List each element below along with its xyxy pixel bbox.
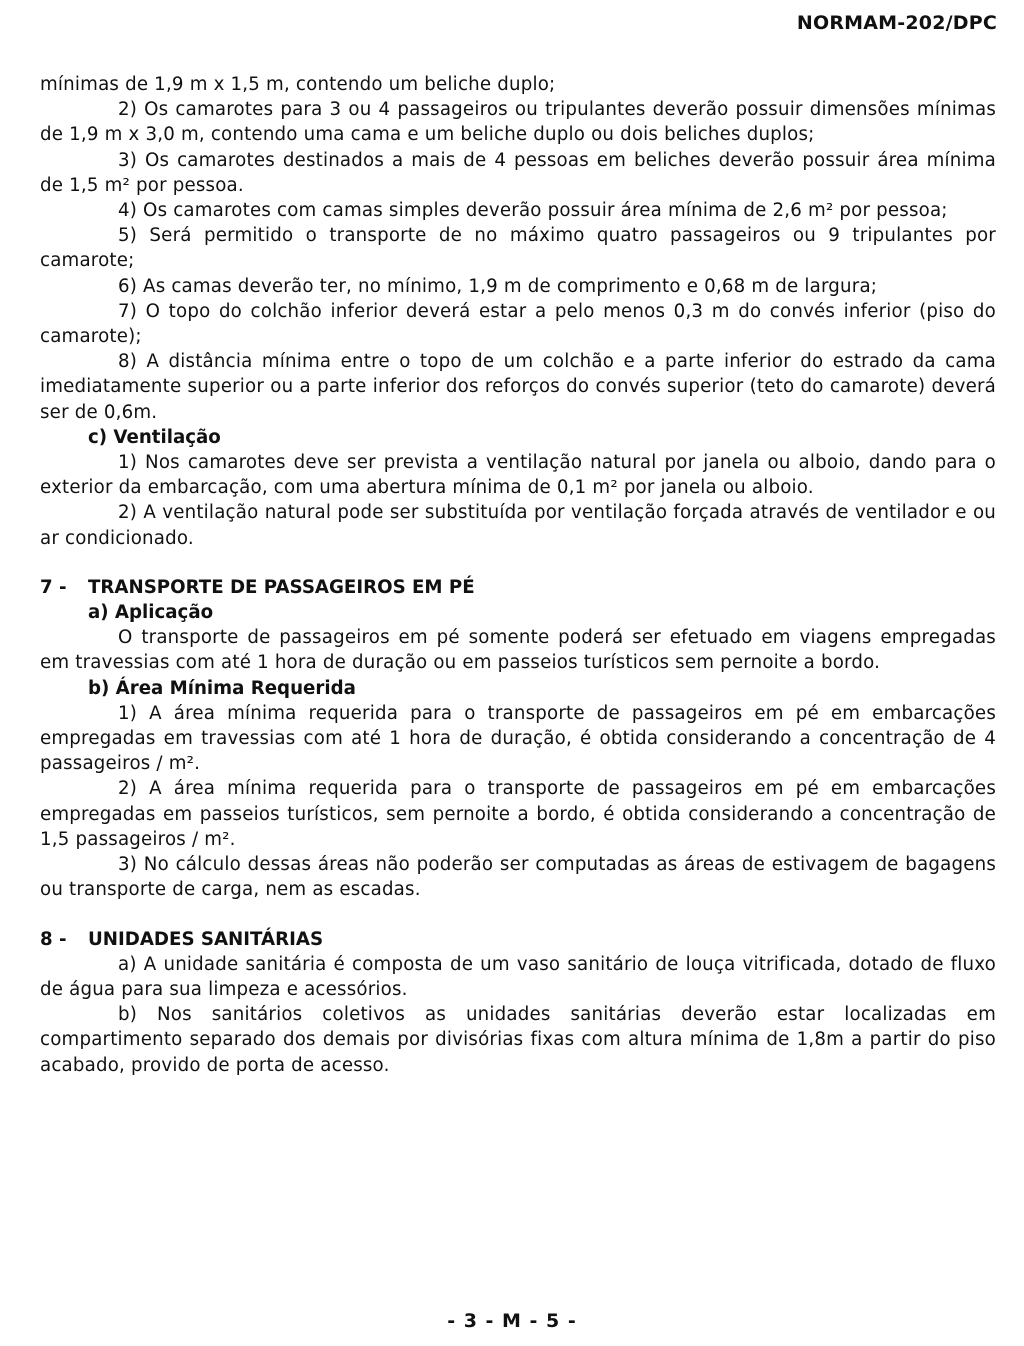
section-number: 7 - (40, 576, 67, 598)
paragraph-continuation: mínimas de 1,9 m x 1,5 m, contendo um beliche duplo; (40, 74, 556, 95)
paragraph-ventilacao-2: 2) A ventilação natural pode ser substituída por ventilação forçada através de ventilador e ou ar condicionado. (40, 502, 996, 549)
subheading-aplicacao: a) Aplicação (88, 602, 214, 624)
section-heading-7 (40, 575, 996, 600)
paragraph-ventilacao-1: 1) Nos camarotes deve ser prevista a ventilação natural por janela ou alboio, dando para o exterior da embarcação, com uma abertura mínima de 0,1 m² por janela ou alboio. (40, 452, 996, 499)
paragraph-item-3: 3) Os camarotes destinados a mais de 4 pessoas em beliches deverão possuir área mínima de 1,5 m² por pessoa. (40, 149, 996, 196)
section-heading-8 (40, 927, 996, 952)
paragraph-item-7: 7) O topo do colchão inferior deverá estar a pelo menos 0,3 m do convés inferior (piso do camarote); (40, 300, 996, 348)
subheading-ventilacao: c) Ventilação (88, 426, 221, 448)
section-number: 8 - (40, 928, 67, 950)
section-title: TRANSPORTE DE PASSAGEIROS EM PÉ (88, 576, 475, 598)
page-number: - 3 - M - 5 - (447, 1310, 577, 1332)
paragraph-area-3: 3) No cálculo dessas áreas não poderão ser computadas as áreas de estivagem de bagagens ou transporte de carga, nem as escadas. (40, 854, 996, 901)
paragraph-item-4: 4) Os camarotes com camas simples deverão possuir área mínima de 2,6 m² por pessoa; (118, 200, 948, 222)
paragraph-sanitaria-a: a) A unidade sanitária é composta de um vaso sanitário de louça vitrificada, dotado de fluxo de água para sua limpeza e acessórios. (40, 953, 996, 1000)
paragraph-item-6: 6) As camas deverão ter, no mínimo, 1,9 m de comprimento e 0,68 m de largura; (118, 275, 878, 297)
paragraph-aplicacao: O transporte de passageiros em pé somente poderá ser efetuado em viagens empregadas em travessias com até 1 hora de duração ou em passeios turísticos sem pernoite a bordo. (40, 627, 996, 674)
section-title: UNIDADES SANITÁRIAS (88, 928, 324, 950)
paragraph-sanitaria-b: b) Nos sanitários coletivos as unidades sanitárias deverão estar localizadas em compartimento separado dos demais por divisórias fixas com altura mínima de 1,8m a partir do piso acabado, provido de porta de acesso. (40, 1004, 996, 1076)
paragraph-item-2: 2) Os camarotes para 3 ou 4 passageiros ou tripulantes deverão possuir dimensões mínimas de 1,9 m x 3,0 m, contendo uma cama e um beliche duplo ou dois beliches duplos; (40, 99, 996, 146)
paragraph-area-1: 1) A área mínima requerida para o transporte de passageiros em pé em embarcações empregadas em travessias com até 1 hora de duração, é obtida considerando a concentração de 4 passageiros / m². (40, 702, 996, 775)
paragraph-area-2: 2) A área mínima requerida para o transporte de passageiros em pé em embarcações empregadas em passeios turísticos, sem pernoite a bordo, é obtida considerando a concentração de 1,5 passageiros / m². (40, 778, 996, 850)
paragraph-item-8: 8) A distância mínima entre o topo de um colchão e a parte inferior do estrado da cama imediatamente superior ou a parte inferior dos reforços do convés superior (teto do camarote) deverá ser de 0,6m. (40, 351, 996, 423)
paragraph-item-5: 5) Será permitido o transporte de no máximo quatro passageiros ou 9 tripulantes por camarote; (40, 225, 996, 272)
document-header-id: NORMAM-202/DPC (796, 12, 997, 34)
document-body (40, 72, 996, 1078)
subheading-area-minima: b) Área Mínima Requerida (88, 677, 356, 699)
